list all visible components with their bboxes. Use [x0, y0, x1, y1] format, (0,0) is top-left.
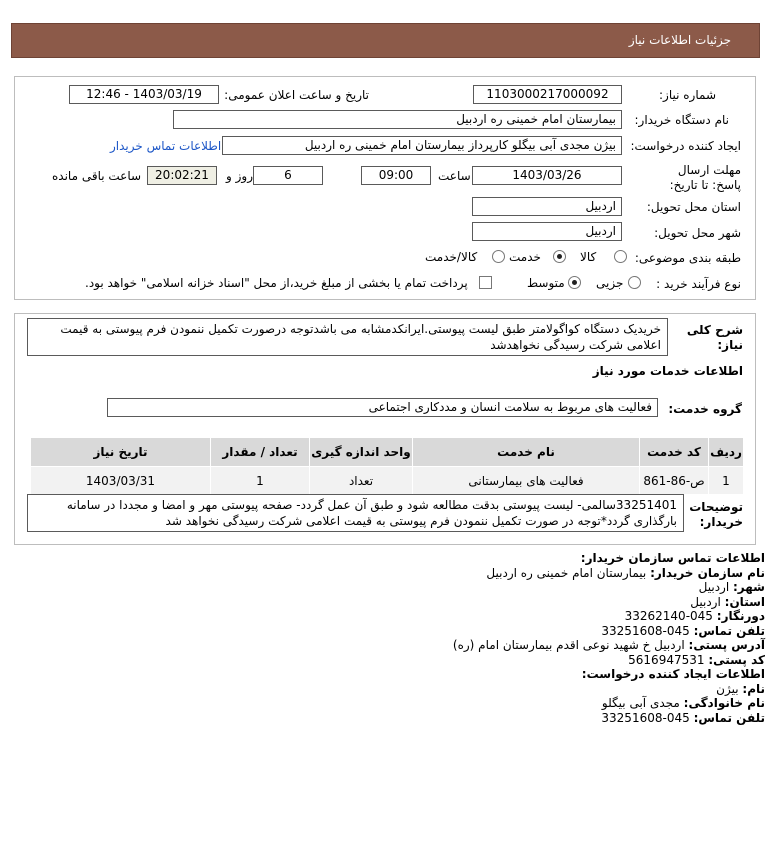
- category-radio-goods[interactable]: [614, 250, 627, 263]
- delivery-province-field[interactable]: اردبیل: [472, 197, 622, 216]
- contact-city-value: اردبیل: [698, 580, 730, 594]
- buyer-contact-link[interactable]: اطلاعات تماس خریدار: [110, 139, 222, 153]
- creator-family-label: نام خانوادگی:: [683, 696, 765, 710]
- need-number-label: شماره نیاز:: [659, 88, 716, 102]
- buyer-name-label: نام دستگاه خریدار:: [634, 113, 729, 127]
- creator-phone-label: تلفن تماس:: [693, 710, 765, 725]
- deadline-time-label: ساعت: [438, 169, 471, 183]
- deadline-time-field[interactable]: 09:00: [361, 166, 431, 185]
- creator-family-row: [25, 696, 765, 711]
- creator-phone-value: 045-33251608: [601, 710, 690, 725]
- contact-address-row: [25, 638, 765, 653]
- creator-label: ایجاد کننده درخواست:: [630, 139, 741, 153]
- delivery-city-field[interactable]: اردبیل: [472, 222, 622, 241]
- need-number-field[interactable]: 1103000217000092: [473, 85, 622, 104]
- contact-postal-label: کد پستی:: [708, 652, 765, 667]
- remaining-time-field: 20:02:21: [147, 166, 217, 185]
- contact-province-value: اردبیل: [690, 594, 721, 609]
- category-radio-service[interactable]: [553, 250, 566, 263]
- creator-field[interactable]: بیژن مجدی آبی بیگلو کارپرداز بیمارستان امام خمینی ره اردبیل: [222, 136, 622, 155]
- process-option-medium: متوسط: [527, 276, 565, 290]
- table-header-row: [31, 438, 744, 467]
- table-cell: تعداد: [310, 467, 413, 495]
- contact-city-label: شهر:: [733, 580, 765, 594]
- contact-fax-row: [25, 609, 765, 624]
- process-radio-medium[interactable]: [568, 276, 581, 289]
- process-type-label: نوع فرآیند خرید :: [656, 277, 741, 291]
- category-option-service: خدمت: [509, 250, 541, 264]
- contact-org-value: بیمارستان امام خمینی ره اردبیل: [486, 565, 647, 580]
- table-cell: ص-86-861: [640, 467, 709, 495]
- description-label: شرح کلی نیاز:: [686, 323, 743, 352]
- announce-date-field[interactable]: 1403/03/19 - 12:46: [69, 85, 219, 104]
- description-text: خریدیک دستگاه کواگولامتر طبق لیست پیوستی.ایرانکدمشابه می باشدتوجه درصورت تکمیل ننمودن فرم پیوستی به قیمت اعلامی شرکت رسیدگی نخواهدشد: [27, 318, 668, 356]
- process-option-minor: جزیی: [596, 276, 624, 290]
- delivery-city-label: شهر محل تحویل:: [654, 226, 741, 240]
- category-option-goods: کالا: [580, 250, 597, 264]
- remaining-time-label: ساعت باقی مانده: [52, 169, 142, 183]
- creator-phone-row: [25, 711, 765, 726]
- contact-org-label: نام سازمان خریدار:: [650, 565, 765, 580]
- contact-address-label: آدرس پستی:: [688, 638, 765, 652]
- contact-city-row: [25, 580, 765, 595]
- services-section-title: اطلاعات خدمات مورد نیاز: [592, 364, 743, 378]
- creator-name-row: [25, 682, 765, 697]
- table-row: [31, 467, 744, 495]
- contact-postal-row: [25, 653, 765, 668]
- column-header: واحد اندازه گیری: [310, 438, 413, 467]
- buyer-notes-label: توضیحات خریدار:: [689, 500, 743, 529]
- contact-org-row: [25, 566, 765, 581]
- buyer-notes-text: 33251401سالمی- لیست پیوستی بدقت مطالعه شود و طبق آن عمل گردد- صفحه پیوستی مهر و امضا و مجددا در سامانه بارگذاری گردد*توجه در صورت تکمیل ننمودن فرم پیوستی به قیمت اعلامی شرکت رسیدگی نخواهد شد: [27, 494, 684, 532]
- creator-info-title: اطلاعات ایجاد کننده درخواست:: [581, 667, 765, 681]
- table-cell: 1403/03/31: [31, 467, 211, 495]
- contact-fax-label: دورنگار:: [716, 609, 765, 623]
- process-radio-minor[interactable]: [628, 276, 641, 289]
- contact-title: اطلاعات تماس سازمان خریدار:: [580, 551, 765, 565]
- service-group-field: فعالیت های مربوط به سلامت انسان و مددکاری اجتماعی: [107, 398, 658, 417]
- deadline-label: مهلت ارسال پاسخ: تا تاریخ:: [669, 163, 741, 192]
- column-header: تعداد / مقدار: [211, 438, 310, 467]
- services-table: [30, 437, 744, 495]
- contact-info: [25, 551, 765, 725]
- column-header: ردیف: [709, 438, 744, 467]
- delivery-province-label: استان محل تحویل:: [646, 200, 741, 214]
- treasury-payment-text: پرداخت تمام یا بخشی از مبلغ خرید،از محل "اسناد خزانه اسلامی" خواهد بود.: [85, 276, 468, 290]
- days-remaining-field[interactable]: 6: [253, 166, 323, 185]
- contact-phone-value: 045-33251608: [601, 623, 690, 638]
- contact-postal-value: 5616947531: [628, 652, 705, 667]
- table-cell: فعالیت های بیمارستانی: [413, 467, 640, 495]
- buyer-name-field[interactable]: بیمارستان امام خمینی ره اردبیل: [173, 110, 622, 129]
- contact-province-label: استان:: [724, 594, 765, 609]
- category-option-goods-service: کالا/خدمت: [425, 250, 478, 264]
- announce-date-label: تاریخ و ساعت اعلان عمومی:: [224, 88, 369, 102]
- treasury-payment-checkbox[interactable]: [479, 276, 492, 289]
- creator-name-label: نام:: [742, 681, 765, 696]
- service-group-label: گروه خدمت:: [668, 402, 742, 416]
- table-cell: 1: [709, 467, 744, 495]
- days-label: روز و: [226, 169, 253, 183]
- contact-phone-label: تلفن تماس:: [693, 623, 765, 638]
- table-cell: 1: [211, 467, 310, 495]
- page-title: جزئیات اطلاعات نیاز: [628, 33, 731, 47]
- contact-address-value: اردبیل خ شهید نوعی اقدم بیمارستان امام (ره): [452, 638, 685, 652]
- creator-family-value: مجدی آبی بیگلو: [601, 696, 680, 710]
- contact-phone-row: [25, 624, 765, 639]
- column-header: تاریخ نیاز: [31, 438, 211, 467]
- creator-name-value: بیژن: [716, 681, 739, 696]
- page-header: [11, 23, 760, 58]
- contact-fax-value: 045-33262140: [624, 609, 713, 623]
- category-label: طبقه بندی موضوعی:: [634, 251, 741, 265]
- deadline-date-field[interactable]: 1403/03/26: [472, 166, 622, 185]
- category-radio-goods-service[interactable]: [492, 250, 505, 263]
- column-header: نام خدمت: [413, 438, 640, 467]
- column-header: کد خدمت: [640, 438, 709, 467]
- contact-province-row: [25, 595, 765, 610]
